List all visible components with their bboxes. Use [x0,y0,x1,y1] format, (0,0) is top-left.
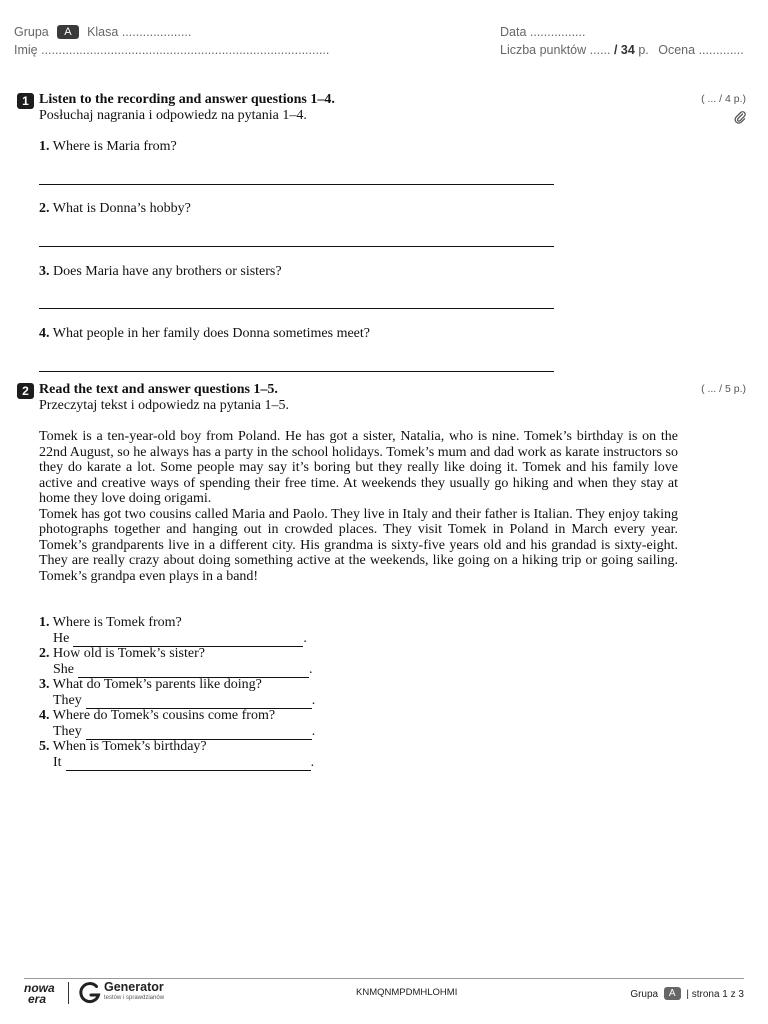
class-label: Klasa [87,25,119,39]
footer-group-label: Grupa [630,989,659,1000]
header-points-row [500,43,744,57]
group-label: Grupa [14,25,49,39]
question-number: 3. [39,677,50,692]
reading-paragraph-1: Tomek is a ten-year-old boy from Poland. He has got a sister, Natalia, who is nine. Tomek’s birthday is on the 22nd August, so he always has a party in the school holidays. Tomek’s mum and dad work as karate instructors so they do karate a lot. Some people may say it’s boring but they really like doing it. Tomek and his family love active and creative ways of spending their free time. At weekends they usually go hiking and when they stay at home they love doing origami. [39,429,678,506]
answer-blank[interactable] [86,696,312,709]
answer-starter: They [53,724,82,739]
ex1-question-4 [39,326,370,342]
header-name-row [14,43,329,57]
name-dots: ................................................................................... [41,43,330,57]
question-text: Where is Tomek from? [52,615,182,630]
exercise-1-title: Listen to the recording and answer questions 1–4. [39,92,335,107]
name-label: Imię [14,43,38,57]
answer-blank[interactable] [66,758,311,771]
question-text: When is Tomek’s birthday? [52,739,207,754]
question-number: 2. [39,201,50,216]
points-label: Liczba punktów [500,43,587,57]
question-text: Does Maria have any brothers or sisters? [53,264,282,279]
ex2-question-1 [39,615,182,631]
logo-text-top: nowa [24,981,55,995]
ex2-answer-5 [53,755,314,771]
answer-starter: She [53,662,74,677]
answer-period: . [309,662,313,677]
answer-blank[interactable] [73,634,303,647]
reading-text [39,429,678,584]
document-code: KNMQNMPDMHLOHMI [356,987,458,998]
answer-period: . [311,693,316,708]
question-text: What is Donna’s hobby? [52,201,191,216]
question-text: What do Tomek’s parents like doing? [52,677,262,692]
ex1-answer-line-2[interactable] [39,246,554,247]
ex2-answer-1 [53,631,307,647]
nowa-era-logo [24,983,64,1005]
class-dots: .................... [121,25,192,39]
question-number: 2. [39,646,50,661]
footer-divider [24,978,744,979]
question-number: 3. [39,264,50,279]
exercise-1-points: ( ... / 4 p.) [701,93,746,105]
reading-paragraph-2: Tomek has got two cousins called Maria and Paolo. They live in Italy and their father is Italian. They enjoy taking photographs together and hanging out in crowded places. They visit Tomek in Poland in March every year. Tomek’s grandparents live in a different city. His grandma is sixty-five years old and his grandad is sixty-eight. They are really crazy about doing something active at the weekends, like going on a hiking trip or going sailing. Tomek’s grandpa even plays in a band! [39,506,678,584]
ex2-question-3 [39,677,262,693]
question-number: 1. [39,139,50,154]
exercise-2-title: Read the text and answer questions 1–5. [39,382,278,397]
ex1-answer-line-4[interactable] [39,371,554,372]
ex1-answer-line-3[interactable] [39,308,554,309]
question-text: What people in her family does Donna sometimes meet? [52,326,370,341]
ex1-question-1 [39,139,177,155]
question-number: 1. [39,615,50,630]
question-number: 4. [39,708,50,723]
answer-period: . [311,724,316,739]
generator-subtitle: testów i sprawdzianów [104,995,165,1001]
logo-separator [68,982,69,1004]
answer-period: . [303,631,307,646]
group-badge: A [57,25,78,39]
ex2-question-5 [39,739,207,755]
paperclip-icon[interactable] [734,110,746,129]
points-unit: p. [638,43,649,57]
exercise-2-subtitle: Przeczytaj tekst i odpowiedz na pytania 1–5. [39,398,289,413]
ex2-answer-3 [53,693,315,709]
logo-text-bottom: era [28,992,47,1006]
question-number: 4. [39,326,50,341]
ex2-question-4 [39,708,275,724]
answer-starter: It [53,755,62,770]
footer-group-badge: A [664,987,681,1000]
grade-dots: ............. [698,43,744,57]
points-dots: ...... [589,43,611,57]
points-total: / 34 [613,43,635,57]
ex1-question-2 [39,201,191,217]
header-group-row [14,25,191,39]
ex1-answer-line-1[interactable] [39,184,554,185]
footer-page-label: | strona 1 z 3 [686,989,744,1000]
date-label: Data [500,25,527,39]
generator-logo-text [104,981,164,1002]
footer-page-info [630,987,744,1000]
ex2-answer-2 [53,662,313,678]
answer-starter: They [53,693,82,708]
generator-title: Generator [104,980,164,994]
question-text: Where is Maria from? [52,139,177,154]
answer-starter: He [53,631,70,646]
question-number: 5. [39,739,50,754]
answer-blank[interactable] [86,727,312,740]
question-text: Where do Tomek’s cousins come from? [52,708,276,723]
question-text: How old is Tomek’s sister? [53,646,205,661]
exercise-1-subtitle: Posłuchaj nagrania i odpowiedz na pytania 1–4. [39,108,307,123]
grade-label: Ocena [658,43,696,57]
ex1-question-3 [39,264,282,280]
generator-logo-icon [77,980,103,1011]
date-dots: ................ [529,25,586,39]
header-date-row [500,25,585,39]
answer-period: . [310,755,315,770]
exercise-2-points: ( ... / 5 p.) [701,383,746,395]
exercise-1-number: 1 [17,93,34,109]
ex2-question-2 [39,646,205,662]
exercise-2-number: 2 [17,383,34,399]
answer-blank[interactable] [78,665,309,678]
ex2-answer-4 [53,724,315,740]
